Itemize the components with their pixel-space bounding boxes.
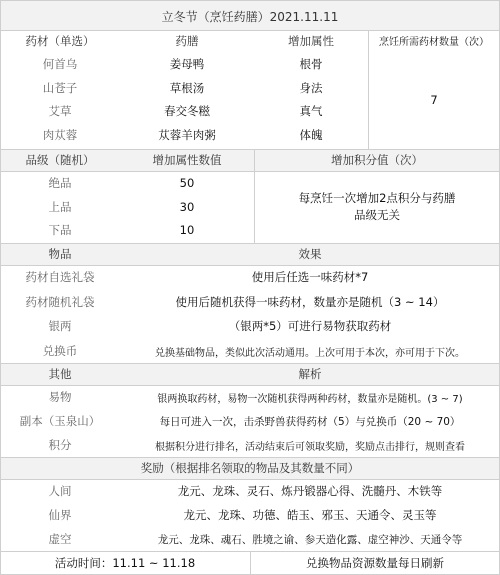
- title-row: [0, 4, 500, 28]
- table-row: [0, 527, 500, 551]
- refresh-note: 兑换物品资源数量每日刷新: [306, 556, 444, 570]
- item-effect: 使用后任选一味药材*7: [251, 270, 369, 284]
- item-effect: 兑换基础物品，类似此次活动通用。上次可用于本次，亦可用于下次。: [155, 347, 465, 359]
- herb-col-header: 药材（单选）: [25, 33, 95, 48]
- grade-value: 50: [179, 176, 195, 190]
- item-name: 药材自选礼袋: [25, 270, 95, 284]
- table-row: [0, 385, 500, 409]
- divider: [0, 0, 1, 575]
- table-row: [0, 503, 500, 527]
- other-desc: 银两换取药材，易物一次随机获得两种药材，数量亦是随机。(3 ~ 7): [157, 393, 463, 405]
- divider: [250, 551, 251, 575]
- other-name: 副本（玉泉山）: [19, 414, 101, 428]
- grade-header-row: [0, 149, 500, 171]
- item-effect: （银两*5）可进行易物获取药材: [228, 319, 392, 333]
- table-row: [0, 339, 500, 363]
- reward-items: 龙元、龙珠、灵石、炼丹锻器心得、洗髓丹、木铁等: [177, 484, 443, 498]
- dish-col-header: 药膳: [175, 33, 199, 48]
- item-name: 银两: [48, 319, 72, 333]
- herb-name: 肉苁蓉: [42, 128, 78, 142]
- grade-points-col-header: 增加积分值（次）: [331, 153, 423, 167]
- reward-header: 奖励（根据排名领取的物品及其数量不同）: [140, 461, 360, 475]
- attr-name: 真气: [299, 104, 323, 118]
- page-title: 立冬节（烹饪药膳）2021.11.11: [161, 9, 339, 24]
- divider: [254, 149, 255, 243]
- desc-col-header: 解析: [298, 367, 322, 381]
- other-col-header: 其他: [48, 367, 72, 381]
- herb-name: 山苍子: [42, 81, 78, 95]
- grade-name: 绝品: [48, 176, 72, 190]
- table-row: [0, 290, 500, 314]
- herb-header-row: [0, 30, 500, 51]
- divider: [0, 243, 500, 244]
- divider: [0, 30, 500, 31]
- event-time: 活动时间：11.11 ~ 11.18: [54, 556, 196, 570]
- reward-items: 龙元、龙珠、魂石、胜境之谕、参天造化露、虚空神沙、天通令等: [157, 533, 463, 546]
- attr-name: 体魄: [299, 128, 323, 142]
- grade-value: 10: [179, 223, 195, 237]
- divider: [368, 30, 369, 149]
- attr-name: 根骨: [299, 57, 323, 71]
- reward-tier: 人间: [48, 484, 72, 498]
- reward-header-row: [0, 457, 500, 479]
- table-row: [0, 479, 500, 503]
- count-col-header: 烹饪所需药材数量（次）: [379, 37, 489, 48]
- grade-value-col-header: 增加属性数值: [152, 153, 222, 167]
- divider: [0, 265, 500, 266]
- attr-col-header: 增加属性: [288, 33, 334, 48]
- dish-name: 草根汤: [169, 81, 205, 95]
- item-effect: 使用后随机获得一味药材，数量亦是随机（3 ~ 14）: [175, 295, 445, 309]
- grade-name: 下品: [48, 223, 72, 237]
- other-desc: 根据积分进行排名，活动结束后可领取奖励，奖励点击排行，规则查看: [155, 441, 465, 453]
- divider: [0, 363, 500, 364]
- item-name: 兑换币: [42, 344, 78, 358]
- divider: [0, 149, 500, 150]
- divider: [0, 479, 500, 480]
- effect-col-header: 效果: [298, 247, 322, 261]
- attr-name: 身法: [299, 81, 323, 95]
- divider: [0, 457, 500, 458]
- other-header-row: [0, 363, 500, 385]
- dish-name: 姜母鸭: [169, 57, 205, 71]
- herb-name: 艾草: [48, 104, 72, 118]
- item-col-header: 物品: [48, 247, 72, 261]
- table-row: [0, 314, 500, 338]
- item-name: 药材随机礼袋: [25, 295, 95, 309]
- herb-name: 何首乌: [42, 57, 78, 71]
- divider: [0, 0, 500, 1]
- reward-tier: 仙界: [48, 508, 72, 522]
- grade-note-row: [0, 171, 500, 243]
- item-header-row: [0, 243, 500, 265]
- dish-name: 春交冬糍: [164, 104, 210, 118]
- table-row: [0, 409, 500, 433]
- dish-name: 苁蓉羊肉粥: [158, 128, 216, 142]
- divider: [0, 385, 500, 386]
- reward-tier: 虚空: [48, 532, 72, 546]
- divider: [0, 171, 500, 172]
- herb-count: 7: [430, 93, 438, 107]
- grade-points-note: 每烹饪一次增加2点积分与药膳品级无关: [298, 191, 456, 222]
- table-row: [0, 265, 500, 289]
- herb-count-row: [0, 51, 500, 149]
- grade-col-header: 品级（随机）: [25, 153, 95, 167]
- table-row: [0, 433, 500, 457]
- grade-name: 上品: [48, 200, 72, 214]
- grade-value: 30: [179, 200, 195, 214]
- other-desc: 每日可进入一次，击杀野兽获得药材（5）与兑换币（20 ~ 70）: [159, 415, 461, 428]
- other-name: 积分: [48, 438, 72, 452]
- reward-items: 龙元、龙珠、功德、皓玉、邪玉、天通令、灵玉等: [183, 508, 437, 522]
- other-name: 易物: [48, 390, 72, 404]
